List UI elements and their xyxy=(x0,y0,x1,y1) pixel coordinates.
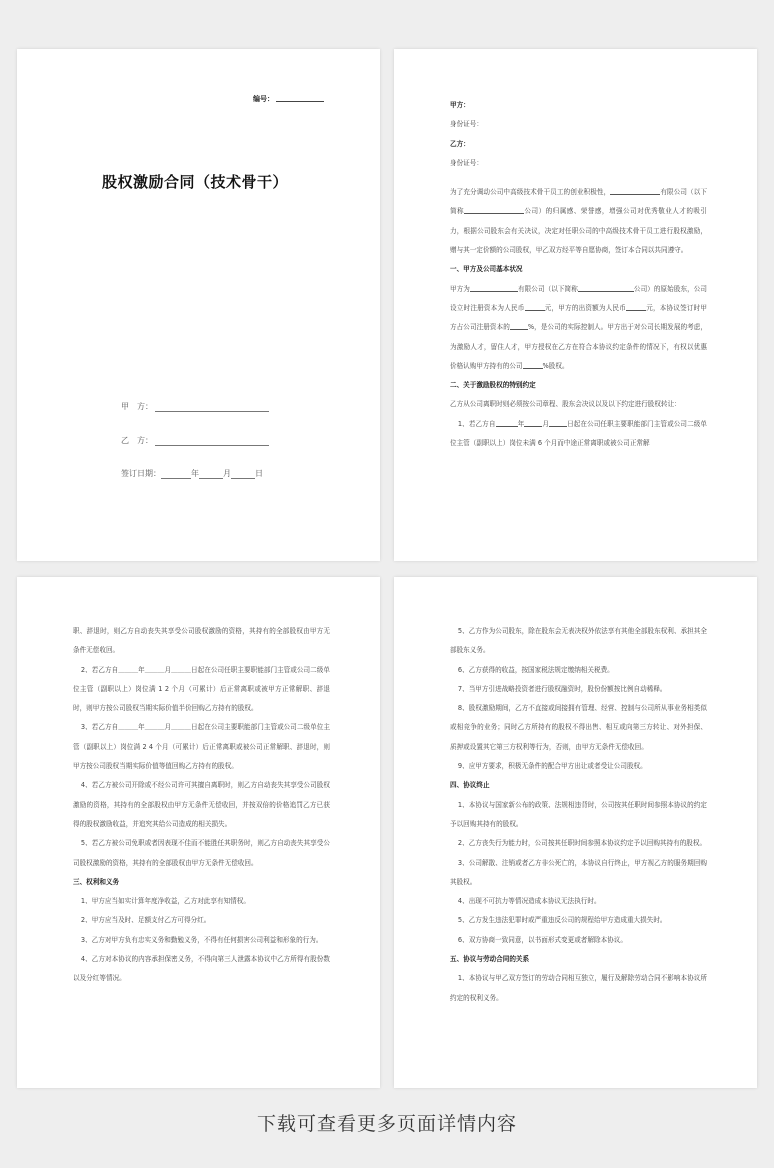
clause-text: 3、乙方对甲方负有忠实义务和勤勉义务，不得有任何损害公司利益和形象的行为。 xyxy=(80,935,323,944)
clause-text: 4、出现不可抗力等情况造成本协议无法执行时。 xyxy=(457,897,601,906)
party-b-label: 乙方： xyxy=(450,139,470,148)
section-1-paragraph: 甲方为 有限公司（以下简称 公司）的原始股东，公司设立时注册资本为人民币 元，甲方的出资额为人民币 元，本协议签订时甲方占公司注册资本的 %，是公司的实际控制人。甲方出于对公司长期发展的考虑，为激励人才，留住人才，甲方授权在乙方在符合本协议约定条件的情况下，有权以优惠价格认购甲方持有的公司 %股权。 xyxy=(450,284,708,370)
contract-title: 股权激励合同（技术骨干） xyxy=(102,173,289,191)
party-a-label: 甲方： xyxy=(450,101,470,109)
clause-text: 3、若乙方自＿＿＿年＿＿＿月＿＿＿日起在公司主要职能部门主管或公司二级单位主管（副职以上）岗位满 2 4 个月（可累计）后正常离职或被公司正常解职、辞退时，则甲方按公司股权当期实际价值等值回购乙方持有的股权。 xyxy=(73,723,330,771)
clause-text: 8、股权激励期间，乙方不直接或间接拥有管理、经营、控制与公司所从事业务相类似或相竞争的业务；同时乙方所持有的股权不得出售、相互或向第三方转让、对外担保、质押或设置其它第三方权利等行为，否则，由甲方无条件无偿收回。 xyxy=(450,704,707,751)
section-2-intro: 乙方从公司离职时则必须按公司章程、股东会决议以及以下约定进行股权转让： xyxy=(450,400,681,409)
contract-number-blank xyxy=(276,101,324,102)
section-2-title: 二、关于激励股权的特别约定 xyxy=(450,381,536,390)
section-4-title: 四、协议终止 xyxy=(450,781,490,790)
clause-text: 2、乙方丧失行为能力时，公司按其任职时间参照本协议约定予以回购其持有的股权。 xyxy=(457,839,707,848)
clause-text: 1、甲方应当如实计算年度净收益，乙方对此享有知情权。 xyxy=(80,897,250,906)
page-4-body xyxy=(450,622,707,1008)
download-more-prompt[interactable]: 下载可查看更多页面详情内容 xyxy=(256,1113,517,1135)
party-b-id: 身份证号： xyxy=(450,158,483,167)
clause-text: 3、公司解散、注销或者乙方非公死亡的，本协议自行终止，甲方视乙方的服务期回购其股权。 xyxy=(450,858,707,886)
section-3-title: 三、权利和义务 xyxy=(73,877,120,886)
clause-text: 2、甲方应当及时、足额支付乙方可得分红。 xyxy=(80,916,211,925)
page-3-body xyxy=(73,622,330,989)
section-1-title: 一、甲方及公司基本状况 xyxy=(450,265,523,274)
intro-paragraph: 为了充分调动公司中高级技术骨干员工的创业积极性， 有限公司（以下简称 公司）的归属感、荣誉感，增强公司对优秀敬业人才的吸引力，根据公司股东会有关决议，决定对任职公司的中高级技术骨干员工进行股权激励，赠与其一定价额的公司股权，甲乙双方经平等自愿协商，签订本合同以共同遵守。 xyxy=(450,188,708,255)
document-page-4 xyxy=(394,577,757,1088)
party-a-signature: 甲 方： xyxy=(121,401,269,412)
day-blank xyxy=(231,471,255,479)
contract-number: 编号： xyxy=(253,94,324,104)
clause-text: 4、若乙方被公司开除或不经公司许可其擅自离职时，则乙方自动丧失其享受公司股权激励的资格，其持有的全部股权由甲方无条件无偿收回，并按双倍的价格追罚乙方已获得的股权激励收益，并追究其给公司造成的相关损失。 xyxy=(73,781,330,828)
month-blank xyxy=(199,471,223,479)
section-5-title: 五、协议与劳动合同的关系 xyxy=(450,955,530,964)
page-2-body xyxy=(450,96,707,453)
sign-date: 签订日期： 年 月 日 xyxy=(121,469,263,478)
clause-text: 5、乙方作为公司股东，除在股东会无表决权外依法享有其他全部股东权利、承担其全部股东义务。 xyxy=(450,627,707,655)
section-2-item-1: 1、若乙方自 年 月 日起在公司任职主要职能部门主管或公司二级单位主管（副职以上）岗位未满 6 个月而中途正常离职或被公司正常解 xyxy=(450,419,708,448)
clause-text: 职、辞退时，则乙方自动丧失其享受公司股权激励的资格，其持有的全部股权由甲方无条件无偿收回。 xyxy=(73,627,330,655)
document-page-3 xyxy=(17,577,380,1088)
clause-text: 4、乙方对本协议的内容承担保密义务，不得向第三人泄露本协议中乙方所得有股份数以及分红等情况。 xyxy=(73,955,330,983)
clause-text: 5、乙方发生违法犯罪时或严重违反公司的规程给甲方造成重大损失时。 xyxy=(457,916,667,925)
document-page-2 xyxy=(394,49,757,561)
clause-text: 6、双方协商一致同意，以书面形式变更或者解除本协议。 xyxy=(457,935,627,944)
clause-text: 2、若乙方自＿＿＿年＿＿＿月＿＿＿日起在公司任职主要职能部门主管或公司二级单位主管（副职以上）岗位满 1 2 个月（可累计）后正常离职或被甲方正常解职、辞退时，则甲方按公司股权当期实际价值半价回购乙方持有的股权。 xyxy=(73,665,330,713)
clause-text: 7、当甲方引进战略投资者进行股权融资时，股份份额按比例自动稀释。 xyxy=(457,684,667,693)
clause-text: 1、本协议与甲乙双方签订的劳动合同相互独立，履行及解除劳动合同不影响本协议所约定的权利义务。 xyxy=(450,974,707,1002)
party-a-id: 身份证号： xyxy=(450,120,483,129)
clause-text: 9、应甲方要求，积极无条件的配合甲方出让或者受让公司股权。 xyxy=(457,762,647,771)
year-blank xyxy=(161,471,191,479)
party-a-blank xyxy=(155,403,269,412)
clause-text: 1、本协议与国家新公布的政策、法规相违背时，公司按其任职时间参照本协议的约定予以回购其持有的股权。 xyxy=(450,800,707,828)
clause-text: 5、若乙方被公司免职或者因表现不佳而不能胜任其职务时，则乙方自动丧失其享受公司股权激励的资格，其持有的全部股权由甲方无条件无偿收回。 xyxy=(73,839,330,867)
clause-text: 6、乙方获得的收益，按国家税法规定缴纳相关税费。 xyxy=(457,665,614,674)
party-b-signature: 乙 方： xyxy=(121,435,269,446)
party-b-blank xyxy=(155,437,269,446)
document-page-cover xyxy=(17,49,380,561)
